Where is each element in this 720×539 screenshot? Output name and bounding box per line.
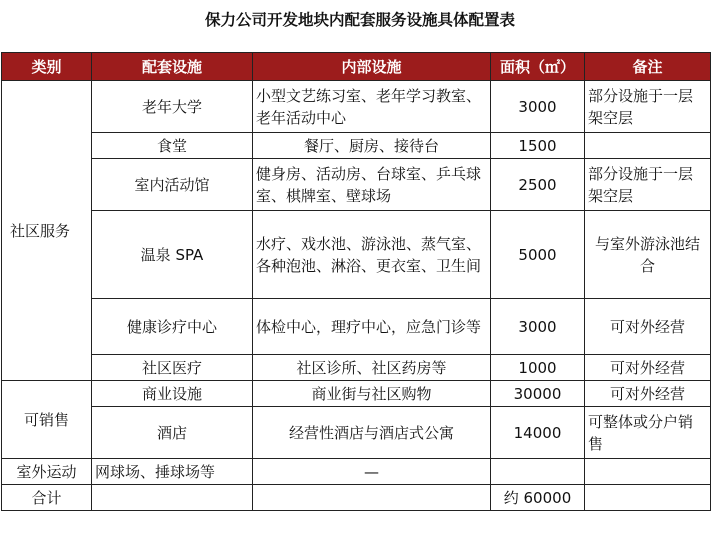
facility-table — [1, 52, 711, 511]
internal-cell: 小型文艺练习室、老年学习教室、老年活动中心 — [253, 81, 491, 133]
table-row — [2, 299, 711, 355]
table-row — [2, 81, 711, 133]
header-internal: 内部设施 — [253, 53, 491, 81]
note-cell: 可对外经营 — [585, 381, 711, 407]
area-cell — [491, 459, 585, 485]
internal-cell: 经营性酒店与酒店式公寓 — [253, 407, 491, 459]
table-row — [2, 407, 711, 459]
note-cell — [585, 459, 711, 485]
empty-cell — [253, 485, 491, 511]
table-row — [2, 211, 711, 299]
total-row — [2, 485, 711, 511]
area-cell: 30000 — [491, 381, 585, 407]
facility-cell: 健康诊疗中心 — [92, 299, 253, 355]
empty-cell — [92, 485, 253, 511]
header-category: 类别 — [2, 53, 92, 81]
facility-cell: 老年大学 — [92, 81, 253, 133]
area-cell: 14000 — [491, 407, 585, 459]
table-row — [2, 159, 711, 211]
area-cell: 3000 — [491, 299, 585, 355]
internal-cell: 商业街与社区购物 — [253, 381, 491, 407]
internal-cell: 社区诊所、社区药房等 — [253, 355, 491, 381]
internal-cell: 健身房、活动房、台球室、乒乓球室、棋牌室、壁球场 — [253, 159, 491, 211]
category-cell: 社区服务 — [2, 81, 92, 381]
note-cell: 可对外经营 — [585, 299, 711, 355]
note-cell: 可整体或分户销售 — [585, 407, 711, 459]
table-row — [2, 459, 711, 485]
facility-cell: 商业设施 — [92, 381, 253, 407]
note-cell: 可对外经营 — [585, 355, 711, 381]
note-cell — [585, 133, 711, 159]
category-cell: 可销售 — [2, 381, 92, 459]
area-cell: 5000 — [491, 211, 585, 299]
category-cell: 室外运动 — [2, 459, 92, 485]
note-cell: 与室外游泳池结合 — [585, 211, 711, 299]
facility-cell: 室内活动馆 — [92, 159, 253, 211]
internal-cell: — — [253, 459, 491, 485]
facility-cell: 酒店 — [92, 407, 253, 459]
page-title: 保力公司开发地块内配套服务设施具体配置表 — [204, 10, 515, 29]
area-cell: 1000 — [491, 355, 585, 381]
header-facility: 配套设施 — [92, 53, 253, 81]
note-cell: 部分设施于一层架空层 — [585, 81, 711, 133]
internal-cell: 体检中心，理疗中心，应急门诊等 — [253, 299, 491, 355]
total-area: 约 60000 — [491, 485, 585, 511]
header-area: 面积（㎡） — [491, 53, 585, 81]
table-row — [2, 381, 711, 407]
facility-cell: 温泉 SPA — [92, 211, 253, 299]
area-cell: 2500 — [491, 159, 585, 211]
empty-cell — [585, 485, 711, 511]
table-row — [2, 133, 711, 159]
area-cell: 3000 — [491, 81, 585, 133]
header-row — [2, 53, 711, 81]
note-cell: 部分设施于一层架空层 — [585, 159, 711, 211]
facility-cell: 食堂 — [92, 133, 253, 159]
internal-cell: 餐厅、厨房、接待台 — [253, 133, 491, 159]
internal-cell: 水疗、戏水池、游泳池、蒸气室、各种泡池、淋浴、更衣室、卫生间 — [253, 211, 491, 299]
facility-cell: 社区医疗 — [92, 355, 253, 381]
table-row — [2, 355, 711, 381]
facility-cell: 网球场、捶球场等 — [92, 459, 253, 485]
area-cell: 1500 — [491, 133, 585, 159]
total-label: 合计 — [2, 485, 92, 511]
header-note: 备注 — [585, 53, 711, 81]
